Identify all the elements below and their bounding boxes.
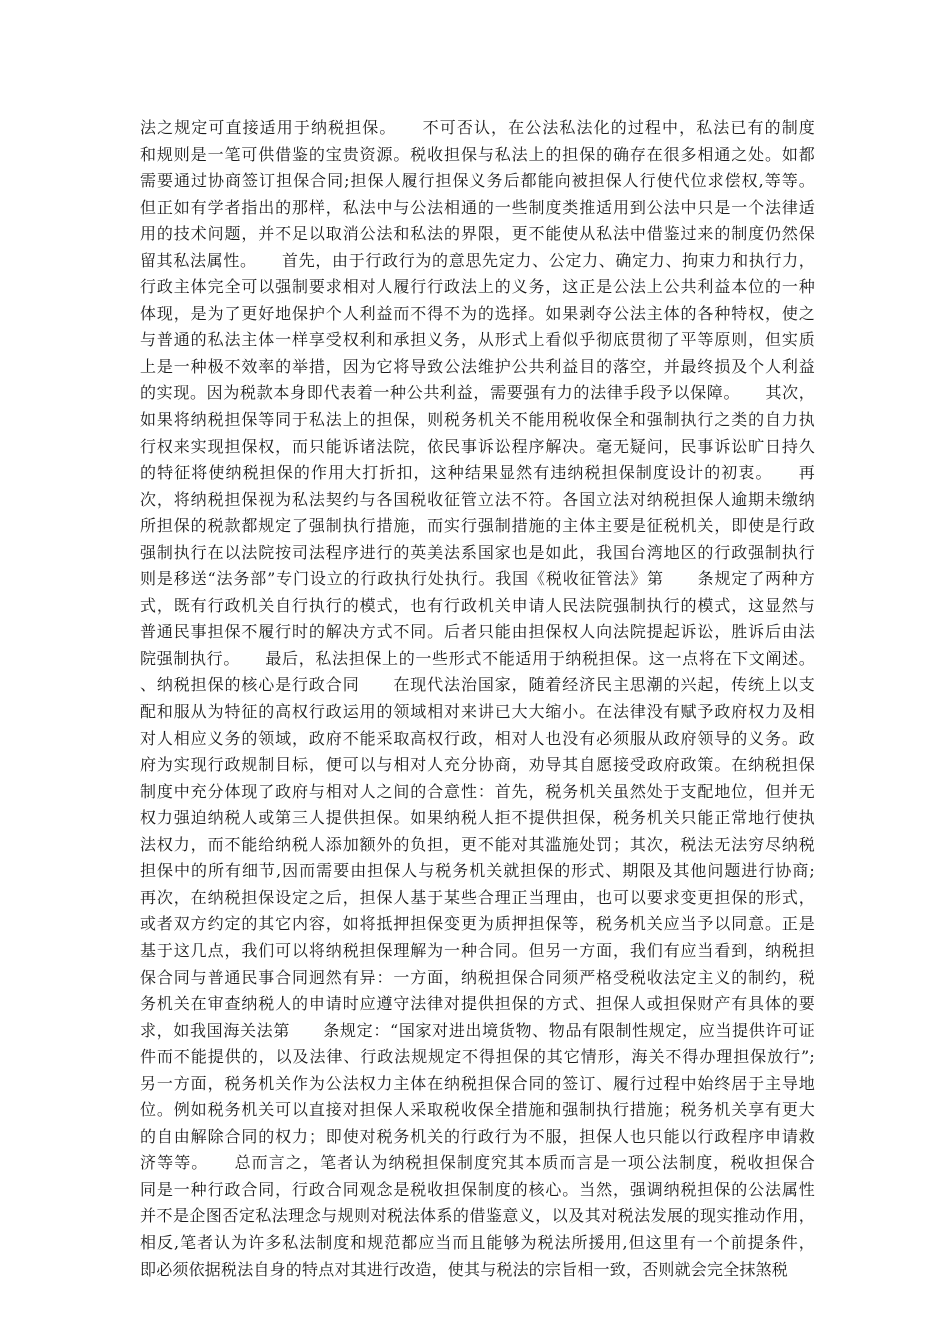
text-line: 位。例如税务机关可以直接对担保人采取税收保全措施和强制执行措施；税务机关享有更大 [140, 1100, 815, 1120]
text-line: 次，将纳税担保视为私法契约与各国税收征管立法不符。各国立法对纳税担保人逾期未缴纳 [140, 489, 815, 509]
text-line: 强制执行在以法院按司法程序进行的英美法系国家也是如此，我国台湾地区的行政强制执行 [140, 542, 815, 562]
text-line: 济等等。 总而言之，笔者认为纳税担保制度究其本质而言是一项公法制度，税收担保合 [140, 1153, 815, 1173]
text-line: 再次，在纳税担保设定之后，担保人基于某些合理正当理由，也可以要求变更担保的形式， [140, 887, 815, 907]
text-line: 的自由解除合同的权力；即使对税务机关的行政行为不服，担保人也只能以行政程序申请救 [140, 1126, 815, 1146]
text-line: 留其私法属性。 首先，由于行政行为的意思先定力、公定力、确定力、拘束力和执行力， [140, 250, 815, 270]
text-line: 求，如我国海关法第 条规定：“国家对进出境货物、物品有限制性规定，应当提供许可证 [140, 1020, 815, 1040]
text-line: 和规则是一笔可供借鉴的宝贵资源。税收担保与私法上的担保的确存在很多相通之处。如都 [140, 144, 815, 164]
text-line: 则是移送“法务部”专门设立的行政执行处执行。我国《税收征管法》第 条规定了两种方 [140, 569, 815, 589]
text-line: 所担保的税款都规定了强制执行措施，而实行强制措施的主体主要是征税机关，即使是行政 [140, 516, 815, 536]
text-line: 法权力，而不能给纳税人添加额外的负担，更不能对其滥施处罚；其次，税法无法穷尽纳税 [140, 834, 815, 854]
text-line: 用的技术问题，并不足以取消公法和私法的界限，更不能使从私法中借鉴过来的制度仍然保 [140, 224, 815, 244]
text-line: 保合同与普通民事合同迥然有异：一方面，纳税担保合同须严格受税收法定主义的制约，税 [140, 967, 815, 987]
text-line: 法之规定可直接适用于纳税担保。 不可否认，在公法私法化的过程中，私法已有的制度 [140, 118, 815, 137]
text-line: 上是一种极不效率的举措，因为它将导致公法维护公共利益目的落空，并最终损及个人利益 [140, 356, 815, 376]
text-line: 需要通过协商签订担保合同;担保人履行担保义务后都能向被担保人行使代位求偿权,等等。 [140, 171, 815, 191]
text-line: 但正如有学者指出的那样，私法中与公法相通的一些制度类推适用到公法中只是一个法律适 [140, 197, 815, 217]
text-line: 行政主体完全可以强制要求相对人履行行政法上的义务，这正是公法上公共利益本位的一种 [140, 277, 815, 297]
text-line: 对人相应义务的领域，政府不能采取高权行政，相对人也没有必须服从政府领导的义务。政 [140, 728, 815, 748]
body-text [140, 115, 815, 1283]
text-line: 担保中的所有细节,因而需要由担保人与税务机关就担保的形式、期限及其他问题进行协商; [140, 861, 815, 881]
text-line: 即必须依据税法自身的特点对其进行改造，使其与税法的宗旨相一致，否则就会完全抹煞税 [140, 1259, 789, 1279]
text-line: 务机关在审查纳税人的申请时应遵守法律对提供担保的方式、担保人或担保财产有具体的要 [140, 994, 815, 1014]
text-line: 行权来实现担保权，而只能诉诸法院，依民事诉讼程序解决。毫无疑问，民事诉讼旷日持久 [140, 436, 815, 456]
text-line: 另一方面，税务机关作为公法权力主体在纳税担保合同的签订、履行过程中始终居于主导地 [140, 1073, 815, 1093]
text-line: 的特征将使纳税担保的作用大打折扣，这种结果显然有违纳税担保制度设计的初衷。 再 [140, 463, 815, 483]
text-line: 件而不能提供的，以及法律、行政法规规定不得担保的其它情形，海关不得办理担保放行”; [140, 1047, 815, 1067]
text-line: 如果将纳税担保等同于私法上的担保，则税务机关不能用税收保全和强制执行之类的自力执 [140, 410, 815, 430]
text-line: 体现，是为了更好地保护个人利益而不得不为的选择。如果剥夺公法主体的各种特权，使之 [140, 303, 815, 323]
text-line: 院强制执行。 最后，私法担保上的一些形式不能适用于纳税担保。这一点将在下文阐述。 [140, 648, 815, 668]
text-line: 式，既有行政机关自行执行的模式，也有行政机关申请人民法院强制执行的模式，这显然与 [140, 595, 815, 615]
text-line: 制度中充分体现了政府与相对人之间的合意性：首先，税务机关虽然处于支配地位，但并无 [140, 781, 815, 801]
text-line: 权力强迫纳税人或第三人提供担保。如果纳税人拒不提供担保，税务机关只能正常地行使执 [140, 808, 815, 828]
text-line: 普通民事担保不履行时的解决方式不同。后者只能由担保权人向法院提起诉讼，胜诉后由法 [140, 622, 815, 642]
text-line: 配和服从为特征的高权行政运用的领域相对来讲已大大缩小。在法律没有赋予政府权力及相 [140, 702, 815, 722]
text-line: 相反,笔者认为许多私法制度和规范都应当而且能够为税法所援用,但这里有一个前提条件， [140, 1232, 815, 1252]
text-line: 与普通的私法主体一样享受权利和承担义务，从形式上看似乎彻底贯彻了平等原则，但实质 [140, 330, 815, 350]
text-line: 同是一种行政合同，行政合同观念是税收担保制度的核心。当然，强调纳税担保的公法属性 [140, 1179, 815, 1199]
text-line: 府为实现行政规制目标，便可以与相对人充分协商，劝导其自愿接受政府政策。在纳税担保 [140, 755, 815, 775]
text-line: 基于这几点，我们可以将纳税担保理解为一种合同。但另一方面，我们有应当看到，纳税担 [140, 940, 815, 960]
text-line: 并不是企图否定私法理念与规则对税法体系的借鉴意义，以及其对税法发展的现实推动作用， [140, 1206, 815, 1226]
text-line: 、纳税担保的核心是行政合同 在现代法治国家，随着经济民主思潮的兴起，传统上以支 [140, 675, 815, 695]
text-line: 或者双方约定的其它内容，如将抵押担保变更为质押担保等，税务机关应当予以同意。正是 [140, 914, 815, 934]
text-line: 的实现。因为税款本身即代表着一种公共利益，需要强有力的法律手段予以保障。 其次， [140, 383, 815, 403]
